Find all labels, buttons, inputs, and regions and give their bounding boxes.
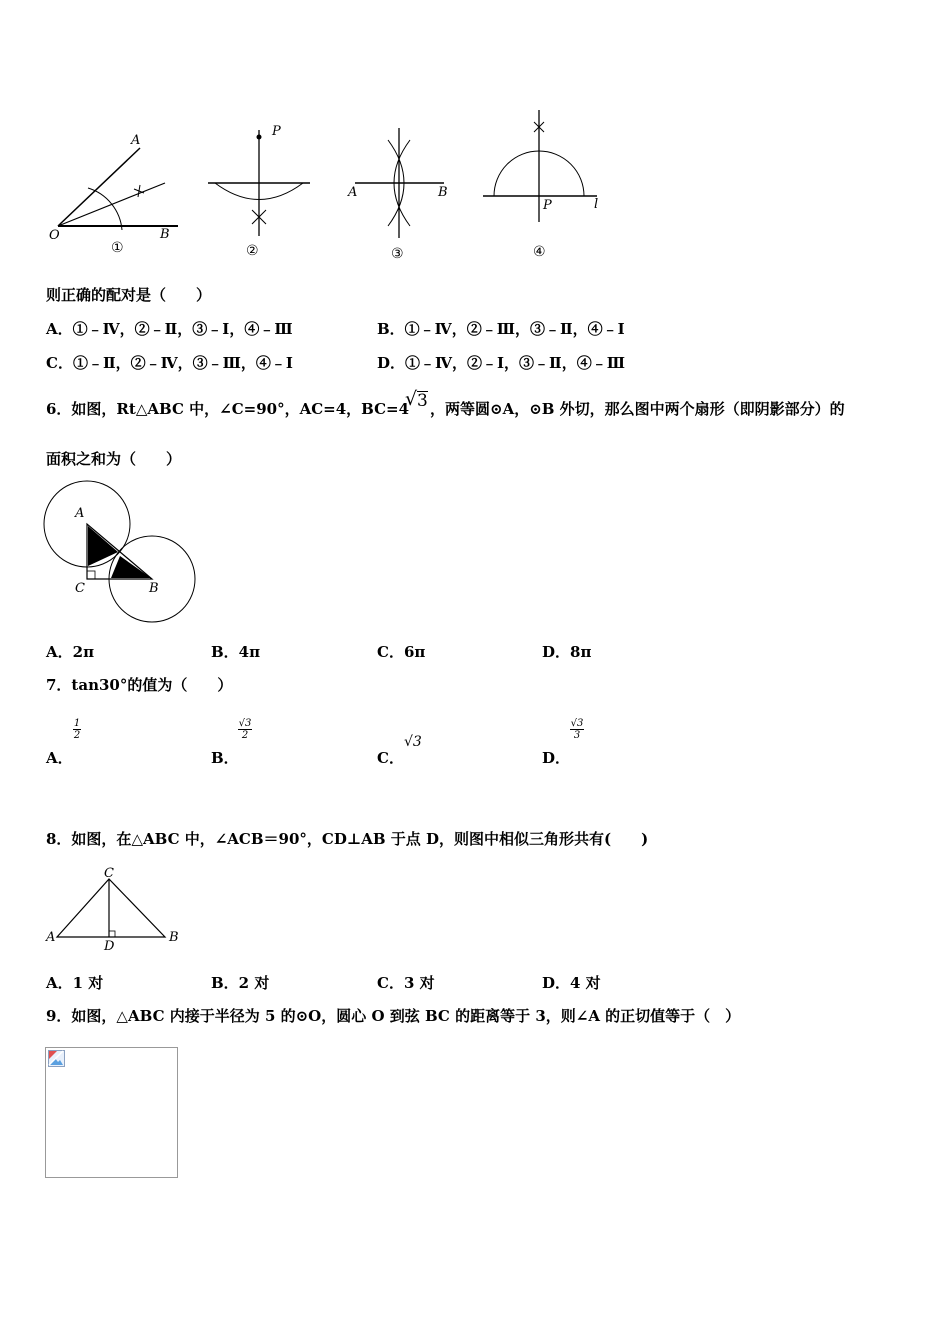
q5-option-D[interactable]: D．①﹣Ⅳ，②﹣Ⅰ，③﹣Ⅱ，④﹣Ⅲ	[377, 354, 625, 372]
q8-fig-label-C: C	[104, 866, 114, 881]
q7-A-numerator: 1	[73, 718, 81, 729]
q7-option-C-label[interactable]: C．	[377, 749, 404, 767]
q6-stem-line2: 面积之和为（ ）	[46, 450, 182, 468]
q6-stem-line1-b: ，两等圆⊙A，⊙B 外切，那么图中两个扇形（即阴影部分）的	[430, 400, 845, 418]
q8-fig-label-A: A	[46, 930, 56, 945]
fig4-number: ④	[533, 244, 546, 260]
q6-stem-line1-a: 6．如图，Rt△ABC 中，∠C=90°，AC=4，BC=4	[46, 400, 410, 418]
q6-fig-label-A: A	[75, 506, 85, 521]
fig3-label-B: B	[438, 185, 448, 200]
fig4-label-P: P	[543, 198, 552, 213]
q6-fig-label-C: C	[75, 581, 85, 596]
q6-fig-label-B: B	[149, 581, 159, 596]
fig4-label-l: l	[594, 197, 599, 212]
broken-image-icon	[48, 1050, 66, 1068]
q7-A-denominator: 2	[73, 730, 81, 741]
q8-option-B[interactable]: B．2 对	[211, 974, 270, 992]
fig1-label-B: B	[160, 227, 170, 242]
q9-stem: 9．如图，△ABC 内接于半径为 5 的⊙O，圆心 O 到弦 BC 的距离等于 3，则∠A 的正切值等于（ ）	[46, 1007, 741, 1025]
q7-B-denominator: 2	[241, 730, 249, 741]
q7-D-numerator: √3	[570, 718, 584, 729]
q5-prompt: 则正确的配对是（ ）	[46, 286, 212, 304]
q8-stem: 8．如图，在△ABC 中，∠ACB＝90°，CD⊥AB 于点 D，则图中相似三角形共有( )	[46, 830, 649, 848]
q5-option-A[interactable]: A．①﹣Ⅳ，②﹣Ⅱ，③﹣Ⅰ，④﹣Ⅲ	[46, 320, 293, 338]
fig2-number: ②	[246, 243, 259, 259]
fig1-label-A: A	[131, 133, 141, 148]
q7-option-B-label[interactable]: B．	[211, 749, 239, 767]
q6-option-A[interactable]: A．2π	[46, 643, 95, 661]
q6-sqrt-sign: √	[405, 388, 418, 410]
q6-option-B[interactable]: B．4π	[211, 643, 261, 661]
q5-option-C[interactable]: C．①﹣Ⅱ，②﹣Ⅳ，③﹣Ⅲ，④﹣Ⅰ	[46, 354, 293, 372]
q7-B-numerator: √3	[238, 718, 252, 729]
q9-figure-broken-image	[45, 1047, 178, 1178]
fig1-number: ①	[111, 240, 124, 256]
q7-stem: 7．tan30°的值为（ ）	[46, 676, 233, 694]
q8-option-D[interactable]: D．4 对	[542, 974, 601, 992]
q6-option-D[interactable]: D．8π	[542, 643, 592, 661]
q6-sqrt-number: 3	[417, 391, 428, 411]
fig3-label-A: A	[348, 185, 358, 200]
fig2-label-P: P	[272, 124, 281, 139]
q8-option-C[interactable]: C．3 对	[377, 974, 435, 992]
q7-option-A-label[interactable]: A．	[46, 749, 73, 767]
q6-option-C[interactable]: C．6π	[377, 643, 426, 661]
fig3-number: ③	[391, 246, 404, 262]
q8-fig-label-B: B	[169, 930, 179, 945]
q8-option-A[interactable]: A．1 对	[46, 974, 104, 992]
q7-option-C-value: √3	[404, 734, 422, 750]
q5-option-B[interactable]: B．①﹣Ⅳ，②﹣Ⅲ，③﹣Ⅱ，④﹣Ⅰ	[377, 320, 625, 338]
q7-option-D-label[interactable]: D．	[542, 749, 571, 767]
q8-fig-label-D: D	[104, 939, 115, 954]
q7-D-denominator: 3	[573, 730, 581, 741]
fig1-label-O: O	[49, 228, 60, 243]
